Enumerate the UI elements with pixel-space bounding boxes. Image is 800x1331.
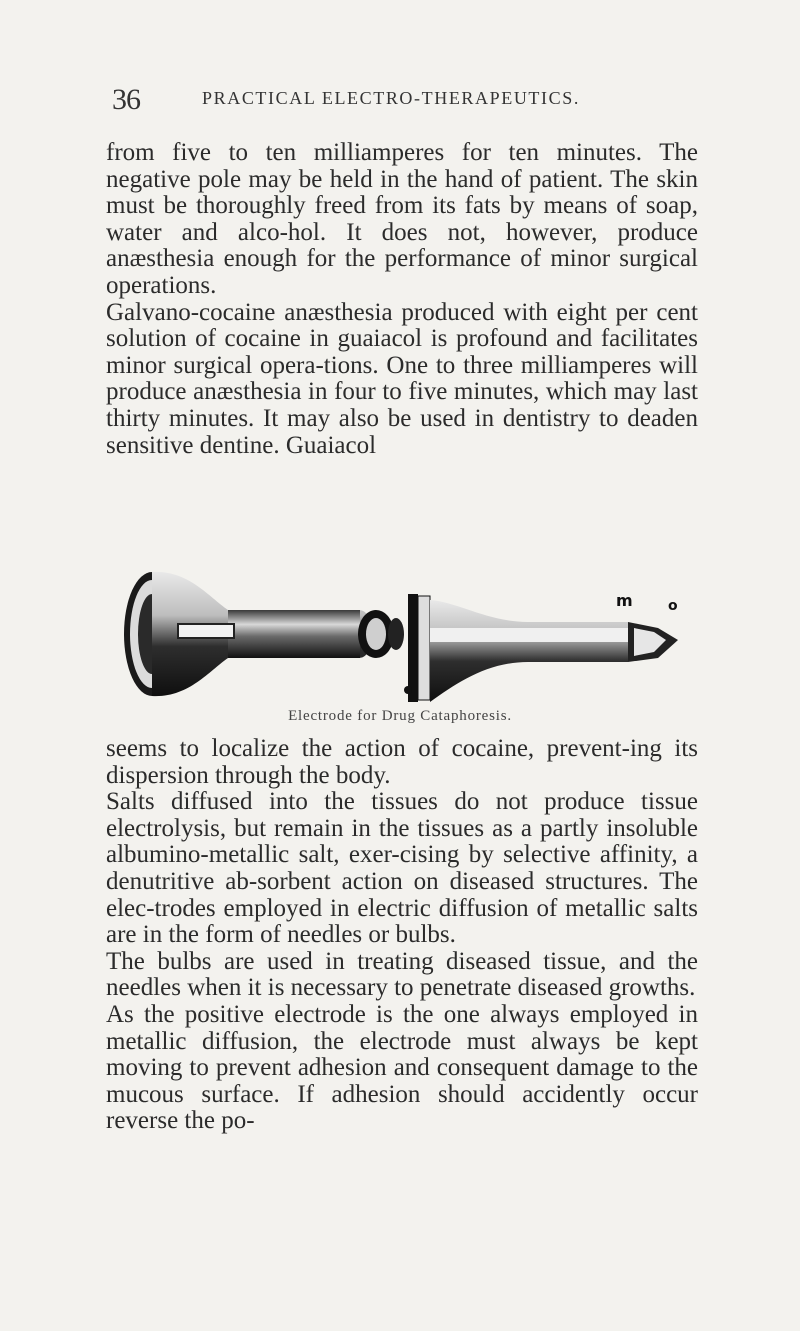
electrode-figure <box>118 566 698 704</box>
body-text-top <box>106 140 698 459</box>
figure-caption: Electrode for Drug Cataphoresis. <box>288 708 512 724</box>
running-title: PRACTICAL ELECTRO-THERAPEUTICS. <box>202 88 580 108</box>
figure-label-o: o <box>668 598 678 614</box>
paragraph: seems to localize the action of cocaine, prevent-ing its dispersion through the body. <box>106 735 698 789</box>
body-text-bottom <box>106 736 698 1135</box>
figure-label-m: m <box>616 591 633 610</box>
paragraph: Salts diffused into the tissues do not produce tissue electrolysis, but remain in the tissues as a partly insoluble albumino-metallic salt, exer-cising by selective affinity, a denutritive ab-sorbent action on diseased structures. The elec-trodes employed in electric diffusion of metallic salts are in the form of needles or bulbs. <box>106 788 698 949</box>
paragraph: Galvano-cocaine anæsthesia produced with eight per cent solution of cocaine in guaiacol is profound and facilitates minor surgical opera-tions. One to three milliamperes will produce anæsthesia in four to five minutes, which may last thirty minutes. It may also be used in dentistry to deaden sensitive dentine. Guaiacol <box>106 298 698 459</box>
electrode-handle <box>124 572 404 696</box>
electrode-tip <box>404 594 678 702</box>
paragraph: from five to ten milliamperes for ten minutes. The negative pole may be held in the hand of patient. The skin must be thoroughly freed from its fats by means of soap, water and alco-hol. It does not, however, produce anæsthesia enough for the performance of minor surgical operations. <box>106 139 698 299</box>
paragraph: As the positive electrode is the one always employed in metallic diffusion, the electrode must always be kept moving to prevent adhesion and consequent damage to the mucous surface. If adhesion should accidently occur reverse the po- <box>106 1000 698 1135</box>
electrode-illustration <box>118 566 698 704</box>
paragraph: The bulbs are used in treating diseased tissue, and the needles when it is necessary to penetrate diseased growths. <box>106 947 698 1002</box>
page-number: 36 <box>112 83 140 116</box>
running-head <box>112 80 712 120</box>
